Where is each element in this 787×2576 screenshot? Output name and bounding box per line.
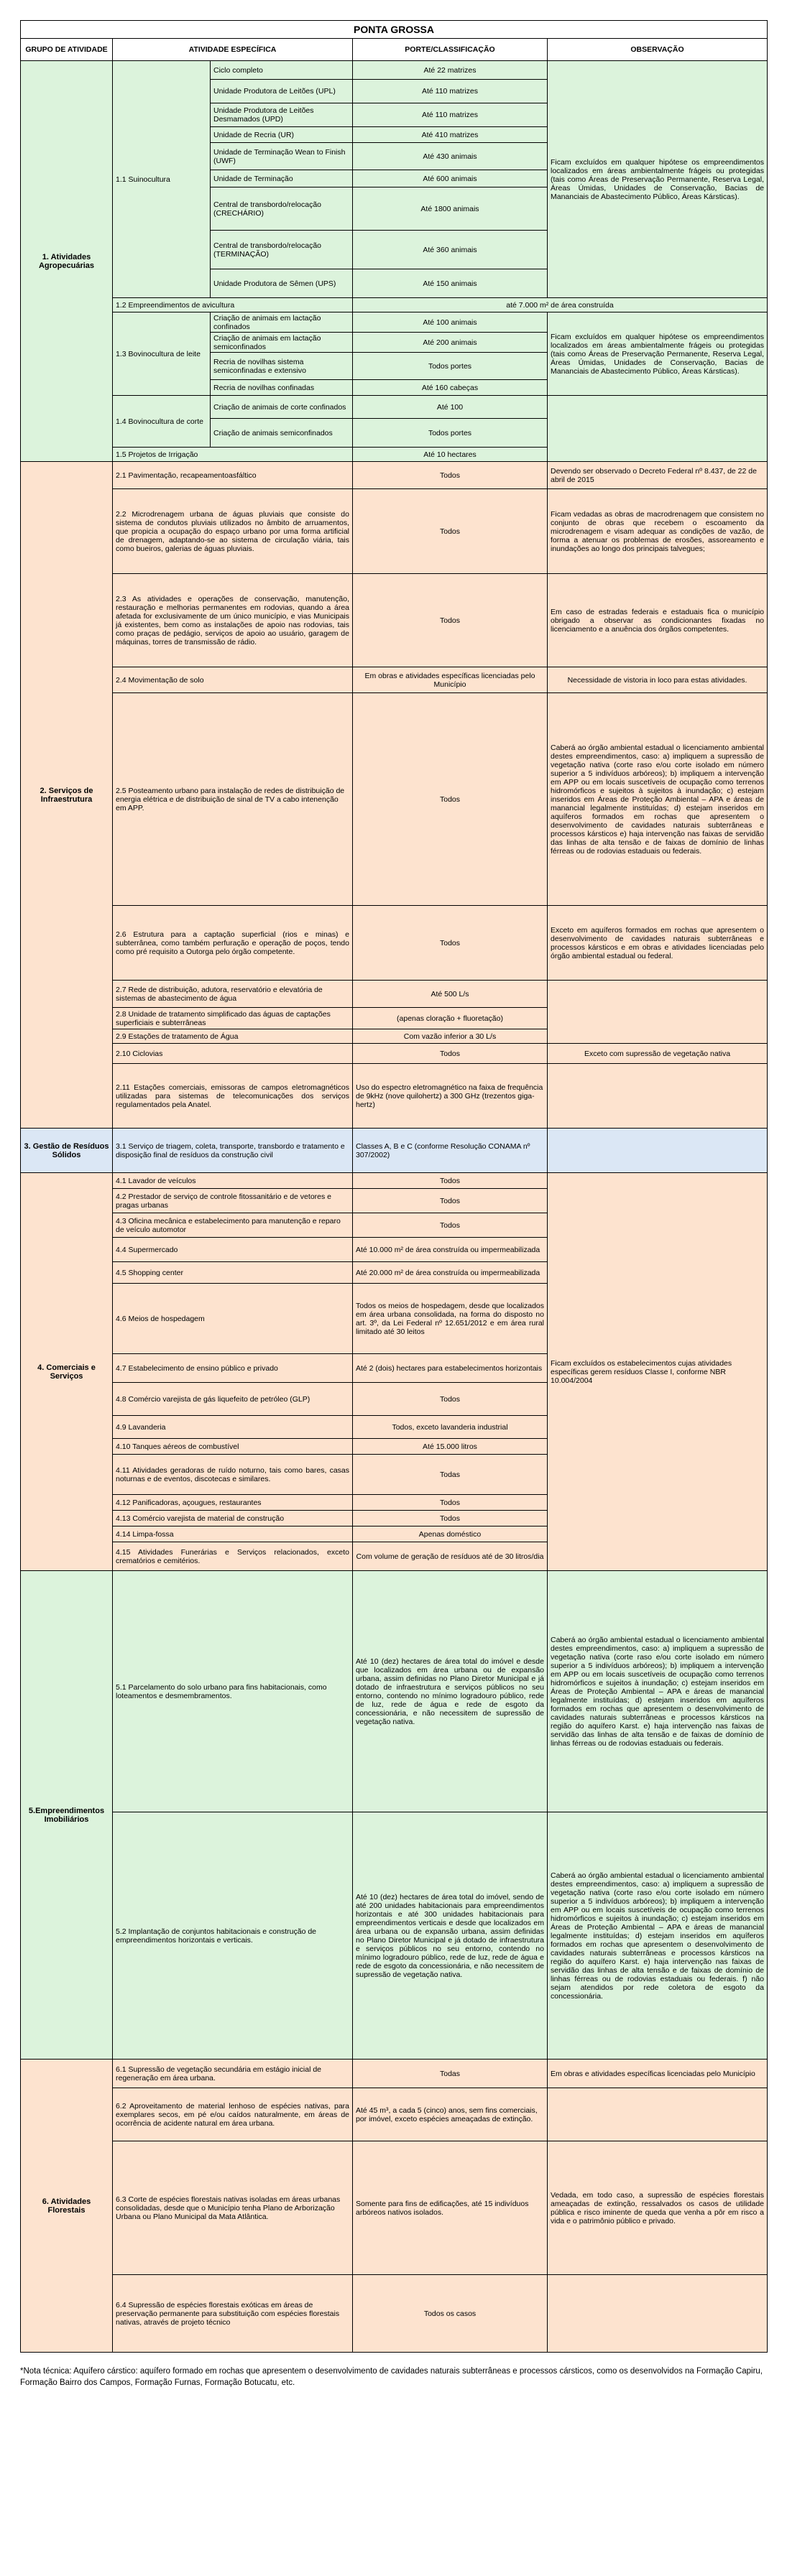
size-cell: Até 10 (dez) hectares de área total do imóvel e desde que localizados em área urbana ou de expansão urbana, assim definidas no Plano Diretor Municipal e já dotado de infraestrutura e serviços públicos no seu entorno, contendo no mínimo logradouro público, rede de luz, rede de água e rede de esgoto da concessionária, e não necessitem de supressão de vegetação nativa. <box>353 1571 548 1812</box>
size-cell: Todos <box>353 489 548 574</box>
sub-activity: Unidade Produtora de Leitões (UPL) <box>211 80 353 103</box>
size-cell: Até 430 animais <box>353 143 548 170</box>
size-cell: Com vazão inferior a 30 L/s <box>353 1029 548 1044</box>
activity-4-4: 4.4 Supermercado <box>113 1238 353 1262</box>
activity-2-2: 2.2 Microdrenagem urbana de águas pluviais que consiste do sistema de condutos pluviais utilizados no âmbito de arruamentos, que propicia a ocupação do espaço urbano por uma forma artificial de drenagem, adaptando-se ao sistema de circulação viária, tais como bueiros, galerias de águas pluviais. <box>113 489 353 574</box>
sub-activity: Unidade de Recria (UR) <box>211 127 353 143</box>
technical-note: *Nota técnica: Aquífero cárstico: aquífero formado em rochas que apresentem o desenvolvimento de cavidades naturais subterrâneas e processos cársticos, como os desenvolvidos na Formação Capiru, Formação Bairro dos Campos, Formação Furnas, Formação Botucatu, etc. <box>20 2367 763 2387</box>
size-cell: Todas <box>353 2060 548 2088</box>
group-3-label: 3. Gestão de Resíduos Sólidos <box>21 1129 113 1173</box>
activity-4-14: 4.14 Limpa-fossa <box>113 1526 353 1542</box>
activity-2-5: 2.5 Posteamento urbano para instalação de redes de distribuição de energia elétrica e de distribuição de sinal de TV a cabo intenenção em APP. <box>113 693 353 906</box>
size-cell: Até 200 animais <box>353 333 548 353</box>
activity-4-8: 4.8 Comércio varejista de gás liquefeito de petróleo (GLP) <box>113 1383 353 1416</box>
observation-cell: Devendo ser observado o Decreto Federal nº 8.437, de 22 de abril de 2015 <box>548 462 768 489</box>
size-cell: Todos, exceto lavanderia industrial <box>353 1416 548 1439</box>
size-cell: Todas <box>353 1455 548 1495</box>
observation-cell <box>548 1064 768 1129</box>
size-cell: Até 22 matrizes <box>353 61 548 80</box>
observation-cell: Ficam excluídos em qualquer hipótese os empreendimentos localizados em áreas ambientalmente frágeis ou protegidas (tais como Áreas de Preservação Permanente, Reserva Legal, Áreas Úmidas, Unidades de Conservação, Bacias de Mananciais de Abastecimento Público, Áreas Kársticas). <box>548 312 768 396</box>
activity-6-4: 6.4 Supressão de espécies florestais exóticas em áreas de preservação permanente para substituição com espécies florestais nativas, através de projeto técnico <box>113 2275 353 2353</box>
size-cell: Até 600 animais <box>353 170 548 187</box>
size-cell: Até 10 hectares <box>353 448 548 462</box>
activity-4-10: 4.10 Tanques aéreos de combustível <box>113 1439 353 1455</box>
size-cell: Todos <box>353 693 548 906</box>
activity-1-2: 1.2 Empreendimentos de avicultura <box>113 298 353 312</box>
header-activity: ATIVIDADE ESPECÍFICA <box>113 39 353 61</box>
group-6-label: 6. Atividades Florestais <box>21 2060 113 2353</box>
size-cell: Até 100 animais <box>353 312 548 333</box>
activity-1-5: 1.5 Projetos de Irrigação <box>113 448 353 462</box>
size-cell: Até 2 (dois) hectares para estabelecimentos horizontais <box>353 1354 548 1383</box>
activity-4-6: 4.6 Meios de hospedagem <box>113 1284 353 1354</box>
group-1-label: 1. Atividades Agropecuárias <box>21 61 113 462</box>
activity-4-11: 4.11 Atividades geradoras de ruído noturno, tais como bares, casas noturnas e de eventos, discotecas e similares. <box>113 1455 353 1495</box>
sub-activity: Recria de novilhas confinadas <box>211 380 353 396</box>
group-4-label: 4. Comerciais e Serviços <box>21 1173 113 1571</box>
activity-4-1: 4.1 Lavador de veículos <box>113 1173 353 1189</box>
group-2-label: 2. Serviços de Infraestrutura <box>21 462 113 1129</box>
activity-5-2: 5.2 Implantação de conjuntos habitacionais e construção de empreendimentos horizontais e verticais. <box>113 1812 353 2060</box>
size-cell: (apenas cloração + fluoretação) <box>353 1008 548 1029</box>
sub-activity: Unidade de Terminação <box>211 170 353 187</box>
size-cell: Todos <box>353 1495 548 1511</box>
size-cell: Até 10.000 m² de área construída ou impermeabilizada <box>353 1238 548 1262</box>
size-cell: Até 15.000 litros <box>353 1439 548 1455</box>
sub-activity: Criação de animais semiconfinados <box>211 419 353 448</box>
observation-cell <box>548 2275 768 2353</box>
activity-1-1: 1.1 Suinocultura <box>113 61 211 298</box>
activity-4-9: 4.9 Lavanderia <box>113 1416 353 1439</box>
size-cell: Todos <box>353 1511 548 1526</box>
size-cell: Classes A, B e C (conforme Resolução CONAMA nº 307/2002) <box>353 1129 548 1173</box>
document-page <box>20 20 767 2389</box>
size-cell: Todos <box>353 1213 548 1238</box>
size-cell: Até 45 m³, a cada 5 (cinco) anos, sem fins comerciais, por imóvel, exceto espécies ameaçadas de extinção. <box>353 2088 548 2141</box>
sub-activity: Central de transbordo/relocação (TERMINAÇÃO) <box>211 231 353 269</box>
observation-cell: Em caso de estradas federais e estaduais fica o município obrigado a observar as condicionantes fixadas no licenciamento e a anuência dos órgãos competentes. <box>548 574 768 667</box>
activity-2-7: 2.7 Rede de distribuição, adutora, reservatório e elevatória de sistemas de abastecimento de água <box>113 981 353 1008</box>
size-cell: Somente para fins de edificações, até 15 indivíduos arbóreos nativos isolados. <box>353 2141 548 2275</box>
size-cell: Uso do espectro eletromagnético na faixa de frequência de 9kHz (nove quilohertz) a 300 GHz (trezentos giga-hertz) <box>353 1064 548 1129</box>
activity-2-4: 2.4 Movimentação de solo <box>113 667 353 693</box>
activity-5-1: 5.1 Parcelamento do solo urbano para fins habitacionais, como loteamentos e desmembramentos. <box>113 1571 353 1812</box>
observation-cell: Vedada, em todo caso, a supressão de espécies florestais ameaçadas de extinção, ressalvados os casos de utilidade pública e risco iminente de queda que venha a pôr em risco a vida e o patrimônio público e privado. <box>548 2141 768 2275</box>
size-cell: Até 20.000 m² de área construída ou impermeabilizada <box>353 1262 548 1284</box>
size-cell: Até 360 animais <box>353 231 548 269</box>
size-cell: Todos os meios de hospedagem, desde que localizados em área urbana consolidada, na forma do disposto no art. 3º, da Lei Federal nº 12.651/2012 e em área rural limitado até 30 leitos <box>353 1284 548 1354</box>
activity-4-12: 4.12 Panificadoras, açougues, restaurantes <box>113 1495 353 1511</box>
observation-cell: Exceto em aquíferos formados em rochas que apresentem o desenvolvimento de cavidades naturais subterrâneas e processos kársticos e em obras e atividades licenciadas pelo órgão ambiental estadual ou federal. <box>548 906 768 981</box>
activity-3-1: 3.1 Serviço de triagem, coleta, transporte, transbordo e tratamento e disposição final de resíduos da construção civil <box>113 1129 353 1173</box>
activity-4-13: 4.13 Comércio varejista de material de construção <box>113 1511 353 1526</box>
observation-cell: Caberá ao órgão ambiental estadual o licenciamento ambiental destes empreendimentos, caso: a) impliquem a supressão de vegetação nativa (corte raso e/ou corte isolado em número superior a 5 indivíduos arbóreos); b) impliquem a intervenção em APP ou em locais suscetíveis de ocupação como terrenos hidromórficos e sujeitos à sujeitos à inundação; c) estejam inseridos em Áreas de Proteção Ambiental – APA e áreas de manancial legalmente instituídas; d) estejam inseridos em aquíferos formados em rochas que apresentem o desenvolvimento de cavidades naturais subterrâneas e processos kársticos e) haja intervenção nas faixas de servidão das linhas de alta tensão e de faixas de domínio de linhas férreas ou de rodovias estaduais ou federais. <box>548 693 768 906</box>
sub-activity: Criação de animais de corte confinados <box>211 396 353 419</box>
activity-1-4: 1.4 Bovinocultura de corte <box>113 396 211 448</box>
observation-cell: Ficam excluídos os estabelecimentos cujas atividades específicas gerem resíduos Classe I, conforme NBR 10.004/2004 <box>548 1173 768 1571</box>
size-cell: Até 110 matrizes <box>353 103 548 127</box>
size-cell: Todos portes <box>353 353 548 380</box>
size-cell: Até 160 cabeças <box>353 380 548 396</box>
size-cell: Todos portes <box>353 419 548 448</box>
size-cell: Todos <box>353 906 548 981</box>
header-size: PORTE/CLASSIFICAÇÃO <box>353 39 548 61</box>
activity-4-2: 4.2 Prestador de serviço de controle fitossanitário e de vetores e pragas urbanas <box>113 1189 353 1213</box>
activity-2-11: 2.11 Estações comerciais, emissoras de campos eletromagnéticos utilizadas para sistemas de telecomunicações dos serviços regulamentados pela Anatel. <box>113 1064 353 1129</box>
size-cell: Até 150 animais <box>353 269 548 298</box>
observation-cell: Caberá ao órgão ambiental estadual o licenciamento ambiental destes empreendimentos, caso: a) impliquem a supressão de vegetação nativa (corte raso e/ou corte isolado em número superior a 5 indivíduos arbóreos); b) impliquem a intervenção em APP ou em locais suscetíveis de ocupação como terrenos hidromórficos e sujeitos à inundação; c) estejam inseridos em Áreas de Proteção Ambiental – APA e áreas de manancial legalmente instituídas; d) estejam inseridos em aquíferos formados em rochas que apresentem o desenvolvimento de cavidades naturais subterrâneas e processos kársticos na região do aquífero Karst. e) haja intervenção nas faixas de servidão das linhas de alta tensão e de faixas de domínio de linhas férreas ou de rodovias estaduais ou federais. <box>548 1571 768 1812</box>
observation-cell <box>548 1129 768 1173</box>
observation-cell: Necessidade de vistoria in loco para estas atividades. <box>548 667 768 693</box>
sub-activity: Criação de animais em lactação semiconfinados <box>211 333 353 353</box>
observation-cell <box>548 981 768 1044</box>
sub-activity: Criação de animais em lactação confinados <box>211 312 353 333</box>
observation-cell: Em obras e atividades específicas licenciadas pelo Município <box>548 2060 768 2088</box>
sub-activity: Unidade Produtora de Leitões Desmamados (UPD) <box>211 103 353 127</box>
activity-6-1: 6.1 Supressão de vegetação secundária em estágio inicial de regeneração em área urbana. <box>113 2060 353 2088</box>
header-observation: OBSERVAÇÃO <box>548 39 768 61</box>
group-5-label: 5.Empreendimentos Imobiliários <box>21 1571 113 2060</box>
activity-4-15: 4.15 Atividades Funerárias e Serviços relacionados, exceto crematórios e cemitérios. <box>113 1542 353 1571</box>
size-cell: Todos <box>353 1383 548 1416</box>
sub-activity: Central de transbordo/relocação (CRECHÁRIO) <box>211 187 353 231</box>
size-cell: Em obras e atividades específicas licenciadas pelo Município <box>353 667 548 693</box>
sub-activity: Recria de novilhas sistema semiconfinadas e extensivo <box>211 353 353 380</box>
size-cell: Todos <box>353 1173 548 1189</box>
activity-2-6: 2.6 Estrutura para a captação superficial (rios e minas) e subterrânea, como também perfuração e operação de poços, tendo como pré requisito a Outorga pelo órgão competente. <box>113 906 353 981</box>
observation-cell: Ficam excluídos em qualquer hipótese os empreendimentos localizados em áreas ambientalmente frágeis ou protegidas (tais como Áreas de Preservação Permanente, Reserva Legal, Áreas Úmidas, Unidades de Conservação, Bacias de Mananciais de Abastecimento Público, Áreas Kársticas). <box>548 61 768 298</box>
observation-cell: Exceto com supressão de vegetação nativa <box>548 1044 768 1064</box>
sub-activity: Unidade de Terminação Wean to Finish (UWF) <box>211 143 353 170</box>
size-cell: Até 100 <box>353 396 548 419</box>
size-cell: Até 410 matrizes <box>353 127 548 143</box>
size-cell: até 7.000 m² de área construída <box>353 298 768 312</box>
page-title: PONTA GROSSA <box>21 21 768 39</box>
activity-1-3: 1.3 Bovinocultura de leite <box>113 312 211 396</box>
size-cell: Até 500 L/s <box>353 981 548 1008</box>
size-cell: Todos <box>353 462 548 489</box>
size-cell: Até 110 matrizes <box>353 80 548 103</box>
size-cell: Todos <box>353 574 548 667</box>
size-cell: Com volume de geração de resíduos até de 30 litros/dia <box>353 1542 548 1571</box>
observation-cell: Caberá ao órgão ambiental estadual o licenciamento ambiental destes empreendimentos, caso: a) impliquem a supressão de vegetação nativa (corte raso e/ou corte isolado em número superior a 5 indivíduos arbóreos); b) impliquem a intervenção em APP ou em locais suscetíveis de ocupação como terrenos hidromórficos e sujeitos à inundação; c) estejam inseridos em Áreas de Proteção Ambiental – APA e áreas de manancial legalmente instituídas; d) estejam inseridos em aquíferos formados em rochas que apresentem o desenvolvimento de cavidades naturais subterrâneas e processos kársticos na região do aquífero Karst. e) haja intervenção nas faixas de servidão das linhas de alta tensão e de faixas de domínio de linhas férreas ou de rodovias estaduais ou federais. f) não sejam atendidos por rede coletora de esgoto da concessionária. <box>548 1812 768 2060</box>
size-cell: Apenas doméstico <box>353 1526 548 1542</box>
activities-table <box>20 20 768 2353</box>
activity-2-1: 2.1 Pavimentação, recapeamentoasfáltico <box>113 462 353 489</box>
activity-4-3: 4.3 Oficina mecânica e estabelecimento para manutenção e reparo de veículo automotor <box>113 1213 353 1238</box>
activity-2-10: 2.10 Ciclovias <box>113 1044 353 1064</box>
observation-cell: Ficam vedadas as obras de macrodrenagem que consistem no conjunto de obras que recebem o escoamento da microdrenagem e visam adequar as condições de vazão, de forma a atenuar os problemas de erosões, assoreamento e inundações ao longo dos principais talvegues; <box>548 489 768 574</box>
observation-cell <box>548 396 768 462</box>
sub-activity: Ciclo completo <box>211 61 353 80</box>
size-cell: Todos <box>353 1189 548 1213</box>
size-cell: Até 1800 animais <box>353 187 548 231</box>
activity-2-3: 2.3 As atividades e operações de conservação, manutenção, restauração e melhorias permanentes em rodovias, quando a área afetada for exclusivamente de um único município, e vias Municipais já existentes, bem como as instalações de apoio nas rodovias, tais como praças de pedágio, serviços de apoio ao usuário, garagem de máquinas, torres de transmissão de rádio. <box>113 574 353 667</box>
size-cell: Até 10 (dez) hectares de área total do imóvel, sendo de até 200 unidades habitacionais para empreendimentos horizontais e até 300 unidades habitacionais para empreendimentos verticais e desde que localizados em área urbana ou de expansão urbana, assim definidas no Plano Diretor Municipal e já dotado de infraestrutura e serviços públicos no seu entorno, contendo no mínimo logradouro público, rede de luz, rede de água e rede de esgoto da concessionária, e não necessitem de supressão de vegetação nativa. <box>353 1812 548 2060</box>
activity-2-8: 2.8 Unidade de tratamento simplificado das águas de captações superficiais e subterrâneas <box>113 1008 353 1029</box>
activity-4-5: 4.5 Shopping center <box>113 1262 353 1284</box>
activity-4-7: 4.7 Estabelecimento de ensino público e privado <box>113 1354 353 1383</box>
activity-6-2: 6.2 Aproveitamento de material lenhoso de espécies nativas, para exemplares secos, em pé e/ou caídos naturalmente, em áreas de ocorrência de acidente natural em área urbana. <box>113 2088 353 2141</box>
activity-2-9: 2.9 Estações de tratamento de Água <box>113 1029 353 1044</box>
size-cell: Todos os casos <box>353 2275 548 2353</box>
sub-activity: Unidade Produtora de Sêmen (UPS) <box>211 269 353 298</box>
header-group: GRUPO DE ATIVIDADE <box>21 39 113 61</box>
activity-6-3: 6.3 Corte de espécies florestais nativas isoladas em áreas urbanas consolidadas, desde que o Município tenha Plano de Arborização Urbana ou Plano Municipal da Mata Atlântica. <box>113 2141 353 2275</box>
observation-cell <box>548 2088 768 2141</box>
size-cell: Todos <box>353 1044 548 1064</box>
